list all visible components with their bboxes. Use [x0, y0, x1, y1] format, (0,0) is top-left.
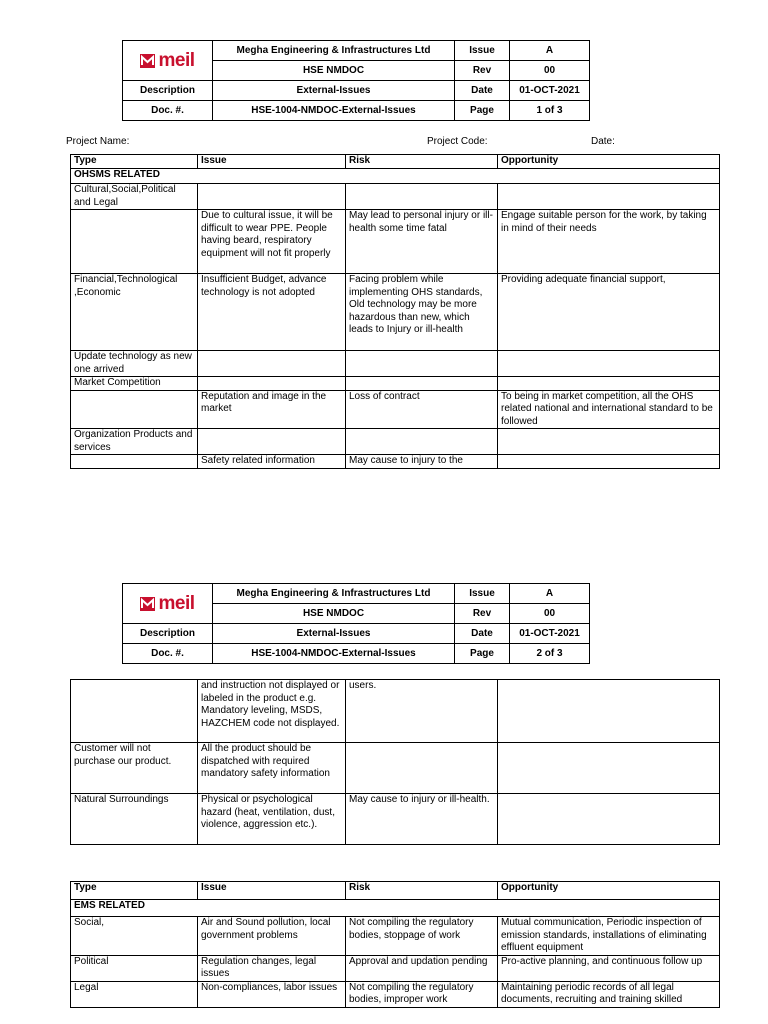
- page-label: Page: [455, 644, 510, 664]
- cell-type: [71, 680, 198, 743]
- section-title: EMS RELATED: [71, 900, 720, 917]
- cell-risk: May cause to injury to the: [346, 455, 498, 469]
- cell-issue: [198, 184, 346, 210]
- issues-table-continued: [70, 679, 720, 845]
- cell-opportunity: [498, 377, 720, 391]
- col-opportunity: Opportunity: [498, 155, 720, 169]
- cell-risk: [346, 743, 498, 794]
- section-row: [71, 900, 720, 917]
- date-value: 01-OCT-2021: [510, 624, 590, 644]
- cell-type: [71, 210, 198, 274]
- page-value: 2 of 3: [510, 644, 590, 664]
- project-date-label: Date:: [591, 136, 615, 147]
- issue-value: A: [510, 584, 590, 604]
- table-row: [71, 455, 720, 469]
- description-label: Description: [123, 81, 213, 101]
- col-opportunity: Opportunity: [498, 882, 720, 900]
- meil-logo-icon: [140, 597, 155, 611]
- company-name: Megha Engineering & Infrastructures Ltd: [213, 584, 455, 604]
- cell-issue: All the product should be dispatched with required mandatory safety information: [198, 743, 346, 794]
- doc-header-page2: [122, 583, 590, 664]
- cell-risk: Approval and updation pending: [346, 955, 498, 981]
- cell-risk: May cause to injury or ill-health.: [346, 794, 498, 845]
- doc-header-page1: [122, 40, 590, 121]
- table-row: [71, 429, 720, 455]
- cell-issue: Safety related information: [198, 455, 346, 469]
- docno-label: Doc. #.: [123, 644, 213, 664]
- cell-opportunity: Mutual communication, Periodic inspection of emission standards, installations of eliminating effluent equipment: [498, 917, 720, 956]
- table-row: [71, 274, 720, 351]
- col-risk: Risk: [346, 882, 498, 900]
- cell-risk: [346, 184, 498, 210]
- cell-issue: and instruction not displayed or labeled in the product e.g. Mandatory leveling, MSDS, HAZCHEM code not displayed.: [198, 680, 346, 743]
- cell-risk: Loss of contract: [346, 390, 498, 429]
- rev-label: Rev: [455, 604, 510, 624]
- cell-issue: Reputation and image in the market: [198, 390, 346, 429]
- table-row: [71, 210, 720, 274]
- logo-cell: [123, 584, 213, 624]
- cell-type: Legal: [71, 981, 198, 1007]
- company-logo: [126, 51, 209, 70]
- table-header-row: [71, 882, 720, 900]
- cell-type: Social,: [71, 917, 198, 956]
- cell-type: Customer will not purchase our product.: [71, 743, 198, 794]
- cell-issue: Physical or psychological hazard (heat, ventilation, dust, violence, aggression etc.).: [198, 794, 346, 845]
- cell-opportunity: [498, 429, 720, 455]
- cell-type: [71, 455, 198, 469]
- cell-opportunity: Engage suitable person for the work, by taking in mind of their needs: [498, 210, 720, 274]
- docno-value: HSE-1004-NMDOC-External-Issues: [213, 101, 455, 121]
- cell-issue: [198, 377, 346, 391]
- table-row: [71, 377, 720, 391]
- cell-issue: [198, 429, 346, 455]
- table-header-row: [71, 155, 720, 169]
- issue-label: Issue: [455, 584, 510, 604]
- issue-value: A: [510, 41, 590, 61]
- table-row: [71, 743, 720, 794]
- rev-label: Rev: [455, 61, 510, 81]
- cell-type: Financial,Technological ,Economic: [71, 274, 198, 351]
- logo-cell: [123, 41, 213, 81]
- table-row: [71, 351, 720, 377]
- docno-label: Doc. #.: [123, 101, 213, 121]
- cell-risk: [346, 429, 498, 455]
- company-logo: [126, 594, 209, 613]
- cell-risk: Facing problem while implementing OHS standards, Old technology may be more hazardous than new, which leads to Injury or ill-health: [346, 274, 498, 351]
- cell-type: [71, 390, 198, 429]
- page-value: 1 of 3: [510, 101, 590, 121]
- cell-opportunity: [498, 680, 720, 743]
- issue-label: Issue: [455, 41, 510, 61]
- cell-opportunity: [498, 184, 720, 210]
- table-row: [71, 794, 720, 845]
- col-type: Type: [71, 155, 198, 169]
- table-row: [71, 184, 720, 210]
- cell-opportunity: [498, 455, 720, 469]
- cell-type: Organization Products and services: [71, 429, 198, 455]
- cell-risk: Not compiling the regulatory bodies, improper work: [346, 981, 498, 1007]
- cell-type: Market Competition: [71, 377, 198, 391]
- cell-opportunity: [498, 794, 720, 845]
- col-issue: Issue: [198, 882, 346, 900]
- table-row: [71, 917, 720, 956]
- date-value: 01-OCT-2021: [510, 81, 590, 101]
- doc-group: HSE NMDOC: [213, 604, 455, 624]
- cell-issue: Due to cultural issue, it will be difficult to wear PPE. People having beard, respiratory equipment will not fit properly: [198, 210, 346, 274]
- logo-text: meil: [158, 50, 195, 71]
- description-value: External-Issues: [213, 624, 455, 644]
- rev-value: 00: [510, 604, 590, 624]
- project-name-label: Project Name:: [66, 136, 130, 147]
- cell-risk: [346, 377, 498, 391]
- cell-type: Political: [71, 955, 198, 981]
- description-value: External-Issues: [213, 81, 455, 101]
- date-label: Date: [455, 81, 510, 101]
- company-name: Megha Engineering & Infrastructures Ltd: [213, 41, 455, 61]
- col-type: Type: [71, 882, 198, 900]
- cell-issue: Regulation changes, legal issues: [198, 955, 346, 981]
- doc-group: HSE NMDOC: [213, 61, 455, 81]
- rev-value: 00: [510, 61, 590, 81]
- cell-risk: users.: [346, 680, 498, 743]
- cell-opportunity: Pro-active planning, and continuous follow up: [498, 955, 720, 981]
- cell-type: Cultural,Social,Political and Legal: [71, 184, 198, 210]
- description-label: Description: [123, 624, 213, 644]
- page-label: Page: [455, 101, 510, 121]
- col-risk: Risk: [346, 155, 498, 169]
- cell-risk: May lead to personal injury or ill-health some time fatal: [346, 210, 498, 274]
- cell-opportunity: [498, 743, 720, 794]
- cell-risk: [346, 351, 498, 377]
- issues-table-ems: [70, 881, 720, 1008]
- cell-issue: Non-compliances, labor issues: [198, 981, 346, 1007]
- cell-type: Update technology as new one arrived: [71, 351, 198, 377]
- table-row: [71, 680, 720, 743]
- issues-table-ohsms: [70, 154, 720, 469]
- project-info: [0, 136, 768, 149]
- cell-opportunity: To being in market competition, all the OHS related national and international standard to be followed: [498, 390, 720, 429]
- project-code-label: Project Code:: [427, 136, 488, 147]
- cell-issue: Insufficient Budget, advance technology is not adopted: [198, 274, 346, 351]
- docno-value: HSE-1004-NMDOC-External-Issues: [213, 644, 455, 664]
- table-row: [71, 981, 720, 1007]
- cell-type: Natural Surroundings: [71, 794, 198, 845]
- logo-text: meil: [158, 593, 195, 614]
- cell-risk: Not compiling the regulatory bodies, stoppage of work: [346, 917, 498, 956]
- cell-opportunity: Providing adequate financial support,: [498, 274, 720, 351]
- section-title: OHSMS RELATED: [71, 169, 720, 184]
- date-label: Date: [455, 624, 510, 644]
- col-issue: Issue: [198, 155, 346, 169]
- cell-opportunity: Maintaining periodic records of all legal documents, recruiting and training skilled: [498, 981, 720, 1007]
- table-row: [71, 390, 720, 429]
- cell-opportunity: [498, 351, 720, 377]
- cell-issue: Air and Sound pollution, local government problems: [198, 917, 346, 956]
- cell-issue: [198, 351, 346, 377]
- table-row: [71, 955, 720, 981]
- section-row: [71, 169, 720, 184]
- meil-logo-icon: [140, 54, 155, 68]
